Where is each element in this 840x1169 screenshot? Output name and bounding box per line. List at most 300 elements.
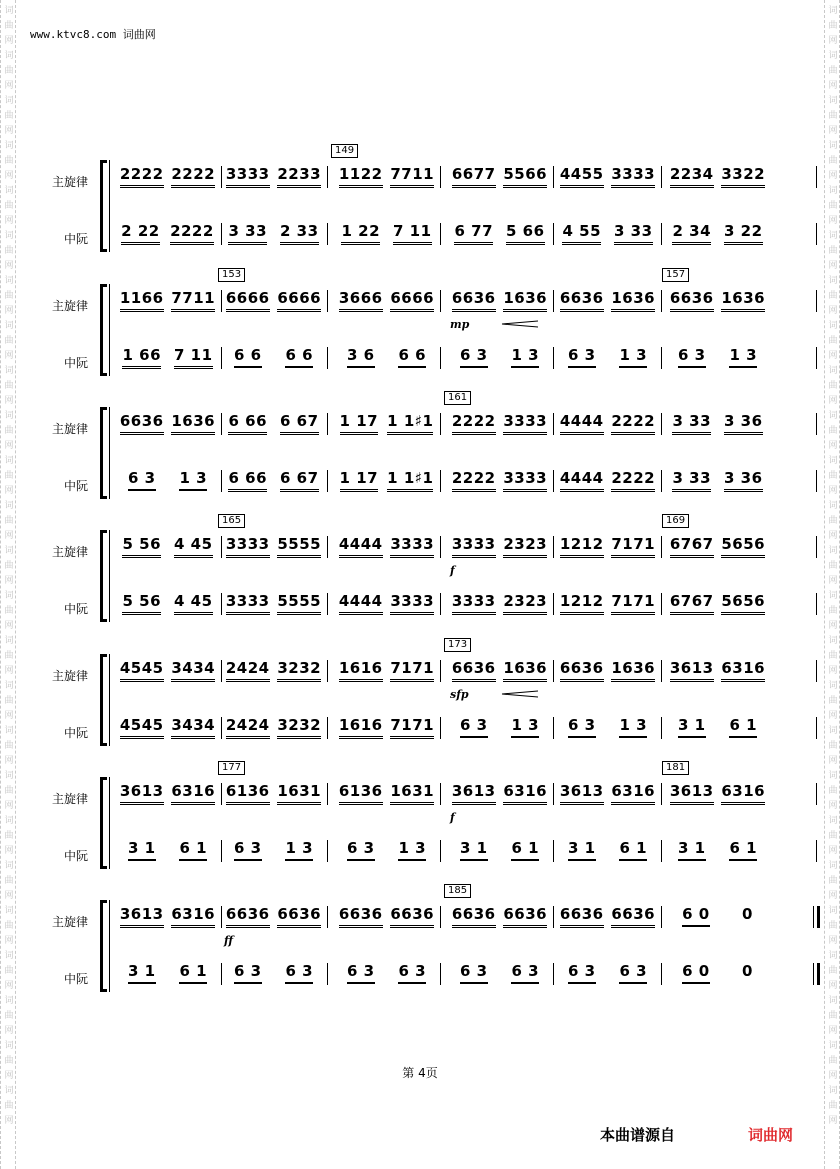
measure: [222, 290, 325, 316]
measure: [222, 470, 325, 496]
measure: [116, 783, 219, 809]
notation-beat: 6 3: [511, 963, 539, 984]
watermark-glyph: 词: [4, 861, 14, 871]
barline: [661, 347, 662, 369]
barline: [327, 660, 328, 682]
notation-beat: 3434: [171, 660, 215, 682]
measure: [116, 906, 219, 932]
notation-beat: 3 36: [724, 413, 763, 435]
system-bracket: [100, 160, 107, 252]
notation-beat: 1636: [503, 660, 547, 682]
measure: [666, 840, 769, 866]
notation-beat: 6636: [226, 906, 270, 928]
melody-staff: [116, 762, 766, 824]
measure: [335, 906, 438, 932]
barline: [327, 783, 328, 805]
watermark-glyph: 词: [4, 141, 14, 151]
measure: [666, 413, 769, 439]
measure: [666, 963, 769, 989]
watermark-glyph: 曲: [4, 876, 14, 886]
watermark-glyph: 曲: [4, 1011, 14, 1021]
watermark-glyph: 词: [4, 1041, 14, 1051]
measure: [448, 717, 551, 743]
watermark-glyph: 网: [4, 891, 14, 901]
crescendo-hairpin: [500, 320, 540, 328]
measure: [116, 717, 219, 743]
notation-beat: 6 66: [228, 470, 267, 492]
notation-beat: 6 3: [460, 717, 488, 738]
crescendo-hairpin: [500, 690, 540, 698]
watermark-glyph: 词: [828, 366, 838, 376]
barline: [327, 906, 328, 928]
watermark-glyph: 网: [4, 1071, 14, 1081]
notation-beat: 6 3: [568, 347, 596, 368]
notation-beat: 6636: [503, 906, 547, 928]
score-system: [50, 269, 780, 376]
notation-beat: 6 1: [179, 963, 207, 984]
system-bracket: [100, 654, 107, 746]
melody-staff: [116, 515, 766, 577]
notation-beat: 3666: [339, 290, 383, 312]
notation-beat: 6677: [452, 166, 496, 188]
notation-beat: 1 66: [122, 347, 161, 369]
page-number: 第 4页: [402, 1066, 438, 1080]
score-system: [50, 515, 780, 622]
notation-beat: 1 3: [511, 717, 539, 738]
notation-beat: 6 67: [280, 413, 319, 435]
watermark-glyph: 词: [4, 411, 14, 421]
notation-beat: 6767: [670, 593, 714, 615]
ruan-staff: [116, 343, 766, 373]
notation-beat: 1 1♯1: [387, 413, 433, 435]
watermark-glyph: 网: [4, 486, 14, 496]
watermark-glyph: 词: [828, 1041, 838, 1051]
watermark-glyph: 曲: [4, 786, 14, 796]
watermark-glyph: 词: [828, 546, 838, 556]
notation-beat: 6 6: [234, 347, 262, 368]
watermark-glyph: 网: [4, 81, 14, 91]
notation-beat: 3333: [226, 536, 270, 558]
watermark-glyph: 网: [828, 1116, 838, 1126]
system-bracket-line: [109, 407, 110, 499]
watermark-glyph: 曲: [828, 381, 838, 391]
part-name: 主旋律: [51, 545, 88, 559]
barline-end: [816, 840, 817, 862]
notation-beat: 6 1: [619, 840, 647, 861]
notation-beat: 3 6: [347, 347, 375, 368]
notation-beat: 6316: [721, 783, 765, 805]
measure: [556, 717, 659, 743]
measure: [666, 347, 769, 373]
measure: [448, 593, 551, 619]
notation-beat: 3333: [390, 593, 434, 615]
barline-end: [816, 783, 817, 805]
barline: [327, 290, 328, 312]
measure: [335, 536, 438, 562]
notation-beat: 1616: [339, 660, 383, 682]
watermark-glyph: 曲: [4, 246, 14, 256]
part-name: 主旋律: [51, 175, 88, 189]
watermark-glyph: 曲: [4, 516, 14, 526]
notation-beat: 3333: [390, 536, 434, 558]
barline: [440, 470, 441, 492]
measure: [222, 413, 325, 439]
notation-beat: 6 3: [234, 840, 262, 861]
watermark-glyph: 词: [4, 951, 14, 961]
watermark-glyph: 曲: [4, 66, 14, 76]
measure: [335, 290, 438, 316]
watermark-glyph: 网: [4, 351, 14, 361]
watermark-glyph: 词: [4, 96, 14, 106]
notation-beat: 5555: [277, 593, 321, 615]
measure: [666, 166, 769, 192]
watermark-glyph: 网: [828, 306, 838, 316]
notation-beat: 5 56: [122, 593, 161, 615]
barline: [553, 840, 554, 862]
watermark-glyph: 词: [4, 546, 14, 556]
notation-beat: 2234: [670, 166, 714, 188]
barline: [553, 783, 554, 805]
notation-beat: 1 17: [340, 470, 379, 492]
notation-beat: 6316: [503, 783, 547, 805]
watermark-glyph: 词: [828, 276, 838, 286]
watermark-glyph: 词: [828, 501, 838, 511]
part-name: 主旋律: [51, 915, 88, 929]
system-bracket: [100, 407, 107, 499]
notation-beat: 5656: [721, 536, 765, 558]
watermark-glyph: 曲: [828, 786, 838, 796]
notation-beat: 3333: [611, 166, 655, 188]
barline: [440, 413, 441, 435]
notation-beat: 0: [741, 962, 753, 980]
barline: [553, 536, 554, 558]
notation-beat: 3333: [503, 470, 547, 492]
score-system: [50, 392, 780, 499]
melody-staff: [116, 392, 766, 439]
watermark-glyph: 曲: [828, 516, 838, 526]
notation-beat: 1636: [171, 413, 215, 435]
notation-beat: 7171: [390, 660, 434, 682]
notation-beat: 5 56: [122, 536, 161, 558]
watermark-glyph: 词: [828, 186, 838, 196]
measure: [222, 166, 325, 192]
measure: [335, 840, 438, 866]
measure: [556, 840, 659, 866]
watermark-glyph: 网: [828, 396, 838, 406]
watermark-glyph: 词: [828, 6, 838, 16]
score-system: [50, 762, 780, 869]
measure: [448, 470, 551, 496]
watermark-glyph: 曲: [4, 471, 14, 481]
notation-beat: 6 3: [128, 470, 156, 491]
barline: [553, 906, 554, 928]
notation-beat: 3322: [721, 166, 765, 188]
notation-beat: 6 3: [347, 840, 375, 861]
notation-beat: 6 3: [460, 963, 488, 984]
notation-beat: 6 1: [511, 840, 539, 861]
barline: [661, 783, 662, 805]
measure: [448, 783, 551, 809]
measure-number: 161: [444, 391, 471, 405]
watermark-glyph: 网: [4, 756, 14, 766]
measure: [556, 290, 659, 316]
barline: [553, 717, 554, 739]
notation-beat: 3 1: [568, 840, 596, 861]
watermark-glyph: 曲: [4, 1101, 14, 1111]
measure-number: 157: [662, 268, 689, 282]
notation-beat: 1 3: [729, 347, 757, 368]
measure: [335, 593, 438, 619]
system-bracket-line: [109, 284, 110, 376]
notation-beat: 6636: [452, 660, 496, 682]
barline: [661, 840, 662, 862]
watermark-glyph: 曲: [828, 696, 838, 706]
measure: [116, 963, 219, 989]
watermark-glyph: 网: [828, 621, 838, 631]
measure: [116, 660, 219, 686]
notation-beat: 4444: [339, 593, 383, 615]
notation-beat: 3232: [277, 660, 321, 682]
watermark-glyph: 曲: [4, 831, 14, 841]
notation-beat: 7 11: [393, 223, 432, 245]
footer-brand[interactable]: 词曲网: [748, 1126, 794, 1144]
notation-beat: 3 1: [460, 840, 488, 861]
watermark-glyph: 曲: [828, 651, 838, 661]
notation-beat: 6636: [560, 660, 604, 682]
measure: [448, 963, 551, 989]
notation-beat: 1636: [721, 290, 765, 312]
melody-staff: [116, 885, 766, 947]
ruan-staff: [116, 466, 766, 496]
barline: [440, 290, 441, 312]
footer-source-label: 本曲谱源自: [600, 1126, 676, 1144]
notation-beat: 6636: [339, 906, 383, 928]
system-bracket: [100, 530, 107, 622]
system-bracket-line: [109, 530, 110, 622]
watermark-glyph: 曲: [4, 921, 14, 931]
watermark-glyph: 曲: [4, 696, 14, 706]
watermark-glyph: 网: [828, 756, 838, 766]
watermark-glyph: 网: [828, 531, 838, 541]
watermark-glyph: 词: [4, 681, 14, 691]
measure: [335, 783, 438, 809]
barline: [327, 536, 328, 558]
notation-beat: 3232: [277, 717, 321, 739]
measure: [116, 593, 219, 619]
notation-beat: 6 1: [729, 840, 757, 861]
watermark-glyph: 网: [828, 216, 838, 226]
notation-beat: 6 3: [619, 963, 647, 984]
watermark-glyph: 曲: [828, 741, 838, 751]
barline: [327, 963, 328, 985]
notation-beat: 6 3: [285, 963, 313, 984]
barline: [661, 223, 662, 245]
measure: [335, 413, 438, 439]
watermark-glyph: 曲: [828, 426, 838, 436]
watermark-glyph: 网: [828, 1071, 838, 1081]
final-barline-thick: [817, 906, 820, 928]
notation-beat: 6636: [452, 906, 496, 928]
system-bracket: [100, 900, 107, 992]
measure: [448, 347, 551, 373]
notation-beat: 6 1: [729, 717, 757, 738]
watermark-glyph: 曲: [4, 111, 14, 121]
watermark-glyph: 词: [4, 906, 14, 916]
notation-beat: 3613: [670, 660, 714, 682]
notation-beat: 4 45: [174, 593, 213, 615]
notation-beat: 2222: [170, 223, 214, 245]
measure: [666, 593, 769, 619]
barline: [553, 593, 554, 615]
watermark-glyph: 网: [4, 171, 14, 181]
notation-beat: 5555: [277, 536, 321, 558]
watermark-glyph: 词: [4, 996, 14, 1006]
watermark-glyph: 网: [4, 1116, 14, 1126]
notation-beat: 6 6: [285, 347, 313, 368]
measure: [556, 593, 659, 619]
notation-beat: 1631: [390, 783, 434, 805]
barline: [661, 660, 662, 682]
notation-beat: 5656: [721, 593, 765, 615]
notation-beat: 3 22: [724, 223, 763, 245]
measure-number: 185: [444, 884, 471, 898]
watermark-glyph: 曲: [828, 66, 838, 76]
notation-beat: 2222: [452, 470, 496, 492]
watermark-glyph: 网: [4, 531, 14, 541]
watermark-glyph: 词: [828, 951, 838, 961]
measure: [222, 223, 325, 249]
watermark-glyph: 网: [828, 981, 838, 991]
watermark-glyph: 词: [828, 996, 838, 1006]
measure: [556, 223, 659, 249]
notation-beat: 4444: [560, 413, 604, 435]
barline: [327, 347, 328, 369]
notation-beat: 1 1♯1: [387, 470, 433, 492]
measure: [448, 166, 551, 192]
notation-beat: 3333: [503, 413, 547, 435]
watermark-glyph: 曲: [4, 426, 14, 436]
watermark-glyph: 词: [4, 816, 14, 826]
watermark-glyph: 词: [828, 411, 838, 421]
watermark-glyph: 词: [4, 6, 14, 16]
notation-beat: 1 3: [398, 840, 426, 861]
barline-end: [816, 290, 817, 312]
part-name: 中阮: [63, 602, 88, 616]
system-bracket-line: [109, 900, 110, 992]
part-name: 中阮: [63, 972, 88, 986]
notation-beat: 1 3: [619, 717, 647, 738]
barline: [553, 660, 554, 682]
barline: [440, 593, 441, 615]
barline: [553, 413, 554, 435]
watermark-glyph: 网: [828, 81, 838, 91]
notation-beat: 1212: [560, 593, 604, 615]
notation-beat: 2 34: [672, 223, 711, 245]
measure: [222, 717, 325, 743]
barline: [327, 413, 328, 435]
measure: [448, 290, 551, 316]
watermark-glyph: 曲: [4, 201, 14, 211]
watermark-glyph: 词: [828, 906, 838, 916]
notation-beat: 4444: [339, 536, 383, 558]
watermark-glyph: 曲: [4, 291, 14, 301]
notation-beat: 1166: [120, 290, 164, 312]
notation-beat: 6636: [390, 906, 434, 928]
measure: [666, 536, 769, 562]
notation-beat: 6316: [171, 783, 215, 805]
watermark-glyph: 曲: [828, 1056, 838, 1066]
measure-number: 165: [218, 514, 245, 528]
watermark-glyph: 词: [4, 1086, 14, 1096]
notation-beat: 7711: [390, 166, 434, 188]
notation-beat: 6316: [721, 660, 765, 682]
watermark-glyph: 网: [4, 36, 14, 46]
watermark-glyph: 曲: [4, 966, 14, 976]
watermark-glyph: 曲: [828, 336, 838, 346]
measure: [448, 660, 551, 686]
barline: [553, 223, 554, 245]
measure: [556, 347, 659, 373]
notation-beat: 1 3: [619, 347, 647, 368]
watermark-glyph: 曲: [828, 1011, 838, 1021]
notation-beat: 6636: [611, 906, 655, 928]
barline: [327, 593, 328, 615]
measure: [222, 963, 325, 989]
notation-beat: 3613: [120, 906, 164, 928]
watermark-glyph: 网: [4, 801, 14, 811]
final-barline-thin: [813, 906, 814, 928]
watermark-glyph: 曲: [828, 291, 838, 301]
measure-number: 149: [331, 144, 358, 158]
melody-staff: [116, 145, 766, 192]
barline: [327, 470, 328, 492]
notation-beat: 3333: [226, 166, 270, 188]
barline: [440, 166, 441, 188]
notation-beat: 4 55: [562, 223, 601, 245]
watermark-glyph: 曲: [828, 876, 838, 886]
barline: [661, 536, 662, 558]
watermark-glyph: 词: [828, 231, 838, 241]
notation-beat: 1636: [611, 290, 655, 312]
watermark-glyph: 曲: [4, 381, 14, 391]
watermark-glyph: 词: [828, 141, 838, 151]
notation-beat: 6316: [611, 783, 655, 805]
notation-beat: 5566: [503, 166, 547, 188]
watermark-glyph: 网: [4, 261, 14, 271]
notation-beat: 3 1: [128, 840, 156, 861]
barline-end: [816, 223, 817, 245]
notation-beat: 2222: [611, 413, 655, 435]
melody-staff: [116, 639, 766, 701]
barline-end: [816, 593, 817, 615]
system-bracket: [100, 284, 107, 376]
watermark-glyph: 曲: [828, 21, 838, 31]
watermark-glyph: 网: [4, 126, 14, 136]
notation-beat: 6 3: [678, 347, 706, 368]
notation-beat: 6136: [226, 783, 270, 805]
notation-beat: 3 1: [128, 963, 156, 984]
notation-beat: 3333: [226, 593, 270, 615]
final-barline-thin: [813, 963, 814, 985]
measure: [335, 717, 438, 743]
barline: [661, 906, 662, 928]
notation-beat: 5 66: [506, 223, 545, 245]
notation-beat: 6 67: [280, 470, 319, 492]
measure: [116, 166, 219, 192]
left-margin-strip: [0, 0, 16, 1169]
watermark-glyph: 网: [828, 576, 838, 586]
part-name: 主旋律: [51, 299, 88, 313]
